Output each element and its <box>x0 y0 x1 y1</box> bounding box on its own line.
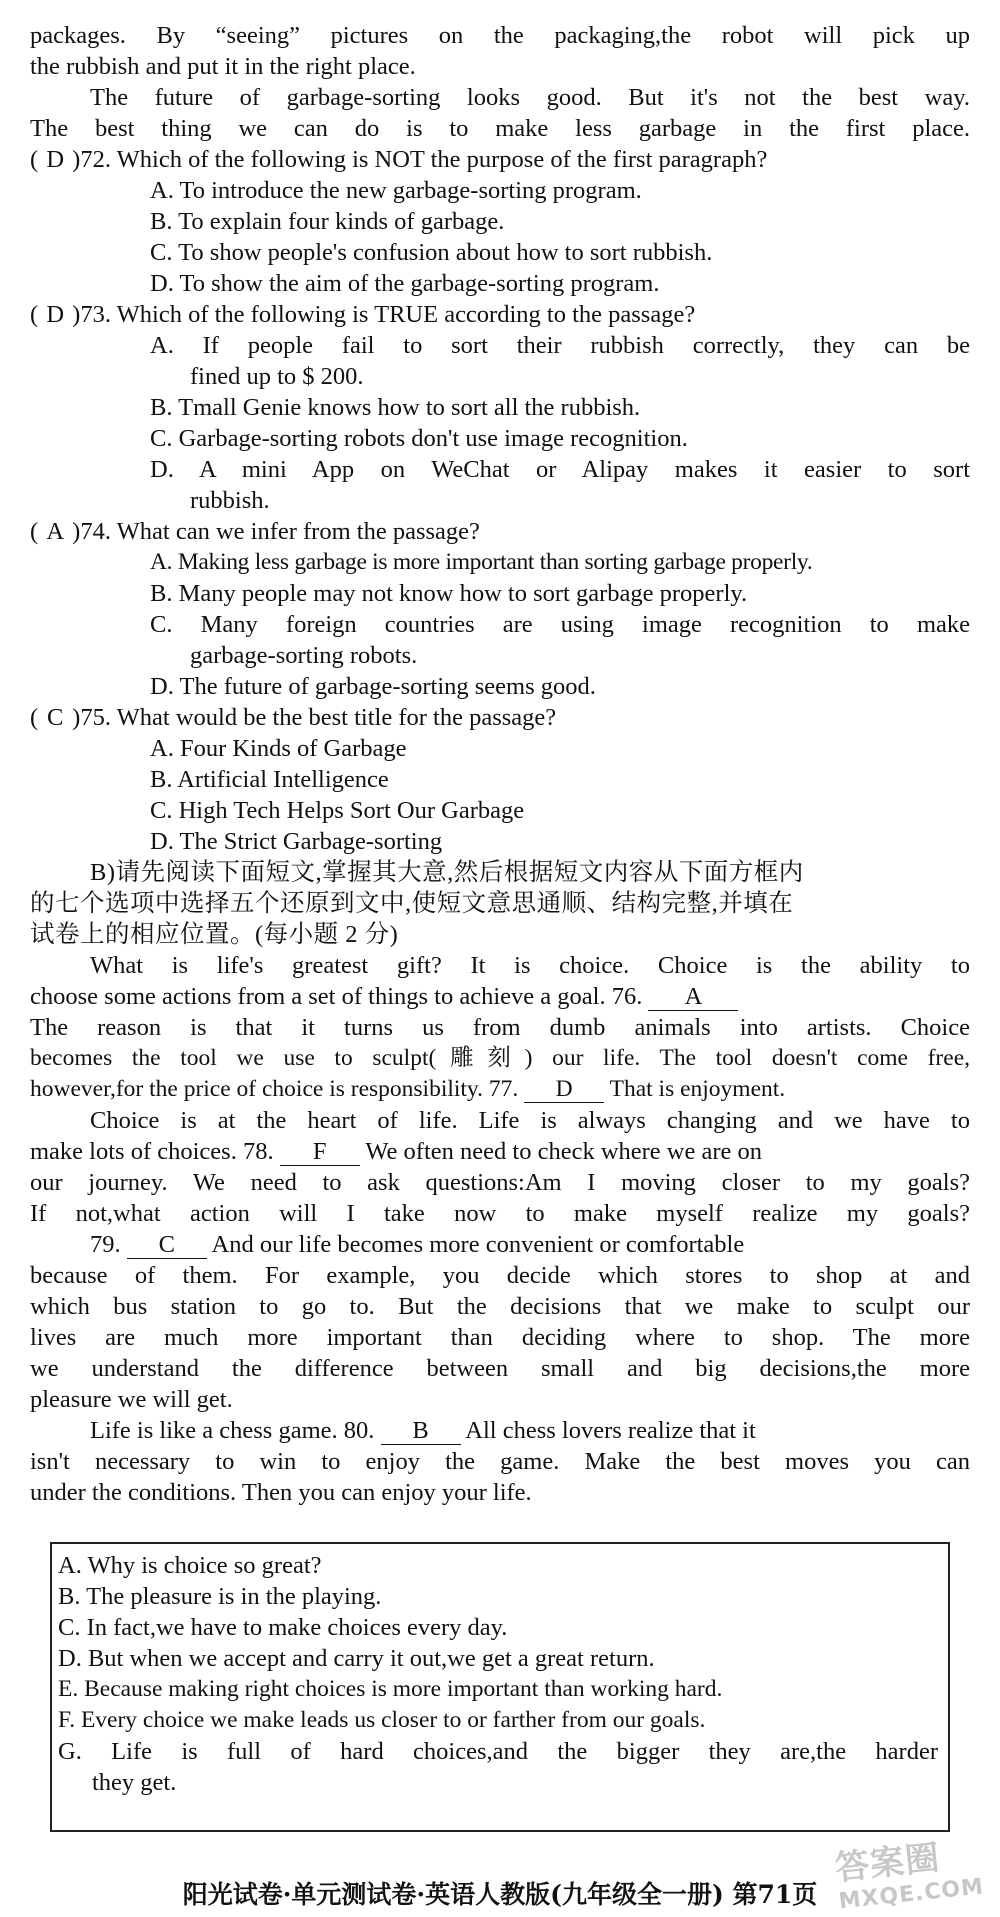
section-b-instruction: 试卷上的相应位置。(每小题 2 分) <box>30 921 399 948</box>
option-line: A. Four Kinds of Garbage <box>150 735 407 762</box>
blank-76: A <box>648 984 738 1011</box>
answer-73: D <box>46 301 65 328</box>
option-line: rubbish. <box>190 487 270 514</box>
passage-line: packages. By “seeing” pictures on the packaging,the robot will pick up <box>30 22 970 49</box>
passage-line: which bus station to go to. But the decisions that we make to sculpt our <box>30 1293 970 1320</box>
question-72: ( D )72. Which of the following is NOT the purpose of the first paragraph? <box>30 146 768 173</box>
passage-line: Choice is at the heart of life. Life is always changing and we have to <box>90 1107 970 1134</box>
passage-line: Life is like a chess game. 80. B All chess lovers realize that it <box>90 1417 756 1444</box>
passage-line: isn't necessary to win to enjoy the game. Make the best moves you can <box>30 1448 970 1475</box>
passage-line: under the conditions. Then you can enjoy your life. <box>30 1479 532 1506</box>
box-option: B. The pleasure is in the playing. <box>58 1583 382 1610</box>
option-line: C. High Tech Helps Sort Our Garbage <box>150 797 525 824</box>
passage-line: pleasure we will get. <box>30 1386 233 1413</box>
section-b-instruction: 的七个选项中选择五个还原到文中,使短文意思通顺、结构完整,并填在 <box>30 890 794 917</box>
box-option: E. Because making right choices is more important than working hard. <box>58 1676 723 1702</box>
option-line: C. Many foreign countries are using image recognition to make <box>150 611 970 638</box>
section-b-instruction: B)请先阅读下面短文,掌握其大意,然后根据短文内容从下面方框内 <box>90 859 804 886</box>
option-box <box>50 1542 950 1832</box>
page-footer: 阳光试卷·单元测试卷·英语人教版(九年级全一册) 第71页 <box>182 1880 818 1909</box>
blank-77: D <box>524 1076 604 1103</box>
option-line: A. Making less garbage is more important than sorting garbage properly. <box>150 549 813 575</box>
option-line: C. Garbage-sorting robots don't use image recognition. <box>150 425 688 452</box>
option-line: garbage-sorting robots. <box>190 642 418 669</box>
blank-80: B <box>381 1418 461 1445</box>
question-stem: What can we infer from the passage? <box>116 518 480 545</box>
question-73: ( D )73. Which of the following is TRUE according to the passage? <box>30 301 696 328</box>
question-75: ( C )75. What would be the best title for the passage? <box>30 704 557 731</box>
passage-line: our journey. We need to ask questions:Am I moving closer to my goals? <box>30 1169 970 1196</box>
option-line: B. Artificial Intelligence <box>150 766 389 793</box>
box-option: they get. <box>92 1769 177 1796</box>
passage-line: the rubbish and put it in the right place. <box>30 53 416 80</box>
box-option: A. Why is choice so great? <box>58 1552 322 1579</box>
question-stem: Which of the following is TRUE according to the passage? <box>116 301 696 328</box>
option-line: B. Many people may not know how to sort garbage properly. <box>150 580 748 607</box>
passage-line: because of them. For example, you decide which stores to shop at and <box>30 1262 970 1289</box>
option-line: D. The Strict Garbage-sorting <box>150 828 443 855</box>
passage-line: What is life's greatest gift? It is choice. Choice is the ability to <box>90 952 970 979</box>
option-line: D. A mini App on WeChat or Alipay makes it easier to sort <box>150 456 970 483</box>
passage-line: becomes the tool we use to sculpt(雕刻) our life. The tool doesn't come free, <box>30 1045 970 1071</box>
box-option: D. But when we accept and carry it out,we get a great return. <box>58 1645 655 1672</box>
passage-line: If not,what action will I take now to make myself realize my goals? <box>30 1200 970 1227</box>
option-line: A. If people fail to sort their rubbish correctly, they can be <box>150 332 970 359</box>
option-line: B. To explain four kinds of garbage. <box>150 208 505 235</box>
answer-74: A <box>46 518 65 545</box>
option-line: B. Tmall Genie knows how to sort all the rubbish. <box>150 394 641 421</box>
blank-79: C <box>127 1232 207 1259</box>
option-line: A. To introduce the new garbage-sorting program. <box>150 177 642 204</box>
box-option: F. Every choice we make leads us closer to or farther from our goals. <box>58 1707 706 1733</box>
blank-78: F <box>280 1139 360 1166</box>
option-line: fined up to $ 200. <box>190 363 364 390</box>
question-stem: What would be the best title for the passage? <box>116 704 557 731</box>
passage-line: we understand the difference between small and big decisions,the more <box>30 1355 970 1382</box>
box-option: G. Life is full of hard choices,and the bigger they are,the harder <box>58 1738 938 1765</box>
passage-line: however,for the price of choice is responsibility. 77. D That is enjoyment. <box>30 1076 786 1102</box>
passage-line: lives are much more important than deciding where to shop. The more <box>30 1324 970 1351</box>
passage-line: The reason is that it turns us from dumb animals into artists. Choice <box>30 1014 970 1041</box>
option-line: D. The future of garbage-sorting seems good. <box>150 673 596 700</box>
passage-line: choose some actions from a set of things to achieve a goal. 76. A <box>30 981 738 1012</box>
passage-line: 79. C And our life becomes more convenient or comfortable <box>90 1231 745 1258</box>
question-stem: Which of the following is NOT the purpose of the first paragraph? <box>116 146 768 173</box>
passage-line: make lots of choices. 78. F We often need to check where we are on <box>30 1138 763 1165</box>
answer-72: D <box>46 146 65 173</box>
watermark-logo: 答案圈 MXQE.COM <box>833 1837 986 1915</box>
box-option: C. In fact,we have to make choices every day. <box>58 1614 508 1641</box>
answer-75: C <box>47 704 64 731</box>
option-line: C. To show people's confusion about how to sort rubbish. <box>150 239 713 266</box>
question-74: ( A )74. What can we infer from the passage? <box>30 518 480 545</box>
option-line: D. To show the aim of the garbage-sorting program. <box>150 270 660 297</box>
passage-line: The future of garbage-sorting looks good. But it's not the best way. <box>90 84 970 111</box>
passage-line: The best thing we can do is to make less garbage in the first place. <box>30 115 970 142</box>
